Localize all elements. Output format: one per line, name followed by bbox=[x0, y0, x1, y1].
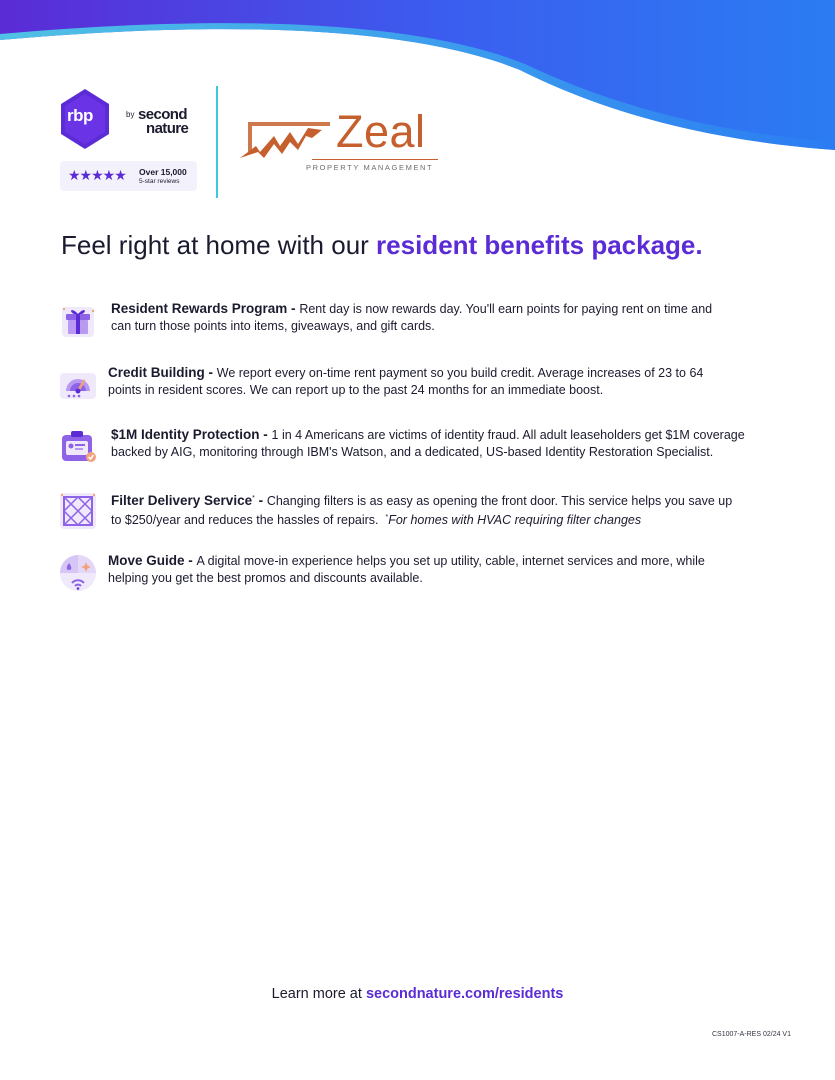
benefit-desc-line2: can turn those points into items, giveaways, and gift cards. bbox=[111, 318, 435, 333]
benefit-copy bbox=[108, 553, 705, 586]
residents-link[interactable]: secondnature.com/residents bbox=[365, 986, 564, 1002]
benefit-title: $1M Identity Protection - bbox=[111, 427, 272, 442]
benefit-note-footnote-mark: * bbox=[385, 513, 389, 521]
rbp-wordmark: rbp bbox=[67, 106, 93, 125]
review-count: Over 15,000 bbox=[139, 167, 187, 177]
benefit-item-credit bbox=[58, 365, 778, 405]
learn-more-prefix: Learn more at bbox=[271, 986, 366, 1002]
benefit-title: Credit Building - bbox=[108, 365, 217, 380]
benefit-title: Filter Delivery Service bbox=[111, 493, 253, 509]
headline-accent: resident benefits package. bbox=[376, 230, 703, 260]
benefit-copy bbox=[111, 301, 712, 334]
benefit-note: For homes with HVAC requiring filter changes bbox=[388, 512, 642, 527]
benefit-item-identity bbox=[58, 427, 778, 467]
learn-more-footer bbox=[0, 986, 835, 1002]
filter-icon bbox=[58, 491, 98, 531]
benefit-copy bbox=[111, 491, 732, 528]
document-code: CS1007-A-RES 02/24 V1 bbox=[712, 1031, 791, 1038]
benefit-item-filter bbox=[58, 491, 778, 531]
benefit-desc-line1: Rent day is now rewards day. You'll earn points for paying rent on time and bbox=[299, 302, 713, 316]
move-guide-icon bbox=[58, 553, 98, 593]
gift-icon bbox=[58, 301, 98, 341]
identity-badge-icon bbox=[58, 427, 98, 467]
benefit-copy bbox=[108, 365, 703, 398]
page-headline bbox=[61, 230, 703, 261]
second-nature-wordmark-line2: nature bbox=[146, 120, 189, 137]
benefit-desc-line2: helping you get the best promos and discounts available. bbox=[108, 570, 423, 585]
benefit-desc-line2: backed by AIG, monitoring through IBM's Watson, and a dedicated, US-based Identity Restoration Specialist. bbox=[111, 444, 714, 459]
benefit-title-footnote-mark: * bbox=[252, 495, 255, 502]
partner-subtitle: PROPERTY MANAGEMENT bbox=[306, 163, 434, 172]
benefit-item-rewards bbox=[58, 301, 778, 341]
benefit-desc-line1: A digital move-in experience helps you set up utility, cable, internet services and more, while bbox=[196, 554, 705, 568]
benefit-desc-line1: 1 in 4 Americans are victims of identity fraud. All adult leaseholders get $1M coverage bbox=[271, 428, 745, 442]
benefit-desc-line1: We report every on-time rent payment so you build credit. Average increases of 23 to 64 bbox=[216, 366, 704, 380]
benefit-desc-line2: points in resident scores. We can report up to the past 24 months for an immediate boost. bbox=[108, 382, 604, 397]
by-label: by bbox=[126, 110, 135, 119]
benefit-title: Move Guide - bbox=[108, 553, 197, 568]
credit-gauge-icon bbox=[58, 365, 98, 405]
review-sublabel: 5-star reviews bbox=[139, 178, 180, 185]
benefit-title: Resident Rewards Program - bbox=[111, 301, 300, 316]
partner-name: Zeal bbox=[336, 106, 426, 157]
benefit-title-dash: - bbox=[254, 493, 267, 509]
benefit-desc-line1: Changing filters is as easy as opening the front door. This service helps you save up bbox=[266, 494, 733, 509]
benefit-desc-line2: to $250/year and reduces the hassles of repairs. bbox=[111, 512, 379, 527]
logo-divider bbox=[216, 86, 218, 198]
benefit-copy bbox=[111, 427, 745, 460]
rbp-logo bbox=[60, 88, 200, 198]
headline-plain: Feel right at home with our bbox=[61, 230, 377, 260]
second-nature-wordmark-line1: second bbox=[138, 106, 187, 123]
partner-rule bbox=[312, 159, 438, 160]
review-badge bbox=[60, 161, 197, 191]
benefit-item-move-guide bbox=[58, 553, 778, 593]
five-star-rating-icon: ★★★★★ bbox=[68, 167, 126, 183]
